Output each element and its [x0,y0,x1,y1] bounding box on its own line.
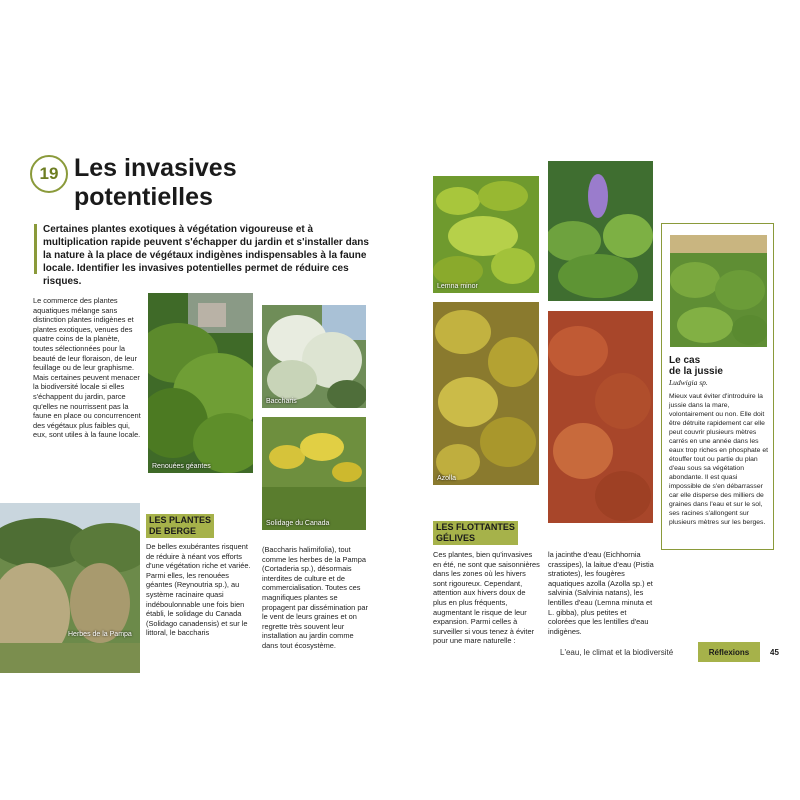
azolla-image [433,302,539,485]
jacinthe-image [548,161,653,301]
photo-herbes-pampa [0,503,140,673]
page-number: 45 [770,648,779,657]
baccharis-image [262,305,366,408]
photo-renouees [148,293,253,473]
berge-title-line-1: LES PLANTES [149,515,212,525]
chapter-number-badge [30,155,68,193]
berge-title-line-2: DE BERGE [149,526,197,536]
azolla-rouge-image [548,311,653,523]
jussie-title-line-1: Le cas [669,355,701,366]
jussie-image [670,235,767,347]
photo-lemna [433,176,539,293]
title-line-1: Les invasives [74,154,237,182]
solidage-image [262,417,366,530]
caption-azolla: Azolla [437,475,457,482]
berge-text-col2: (Baccharis halimifolia), tout comme les herbes de la Pampa (Cortaderia sp.), désormais interdites de culture et de commercialisation. Toutes ces magnifiques plantes se propagent par dissémination par le vent de leurs graines et on regrette très souvent leur installation au jardin comme dans tout écosystème. [262,545,368,650]
title-line-2: potentielles [74,183,213,211]
jussie-text: Mieux vaut éviter d'introduire la jussie dans la mare, volontairement ou non. Elle doit être détruite rapidement car elle peut couvrir plusieurs mètres carrés en une année dans les eaux trop riches en phosphate et étouffer tout ou partie du plan d'eau sous sa végétation abondante. Il est quasi impossible de s'en débarrasser car elle disperse des milliers de graines dans l'eau et sur le sol, ses racines s'allongent sur plusieurs mètres sur les berges. [669,393,768,526]
section-title-berge [146,514,214,538]
flottantes-title-line-1: LES FLOTTANTES [436,522,515,532]
section-title-flottantes [433,521,518,545]
flottantes-text-col1: Ces plantes, bien qu'invasives en été, ne sont que saisonnières dans les zones où les hivers sont rigoureux. Cependant, attention aux hivers doux de plus en plus fréquents, augmentant le risque de leur expansion. Parmi celles à surveiller si vous tenez à éviter pour une mare naturelle : [433,550,540,646]
renouees-image [148,293,253,473]
caption-lemna: Lemna minor [437,283,478,290]
intro-paragraph: Certaines plantes exotiques à végétation vigoureuse et à multiplication rapide peuvent s'échapper du jardin et s'installer dans la nature à la place de végétaux indigènes indispensables à la faune locale. Identifier les invasives potentielles permet de réduire ces risques. [43,224,369,287]
caption-renouees: Renouées géantes [152,463,211,470]
running-title: L'eau, le climat et la biodiversité [560,648,674,657]
intro-accent-bar [34,224,37,274]
jussie-title-line-2: de la jussie [669,366,723,377]
chapter-number: 19 [39,164,59,183]
section-tab [698,642,760,662]
berge-text-col1: De belles exubérantes risquent de réduire à néant vos efforts d'une végétation riche et variée. Parmi elles, les renouées géantes (Reynoutria sp.), au système racinaire quasi indéboulonnable une fois bien établi, le solidage du Canada (Solidago canadensis) et sur le littoral, le baccharis [146,542,251,638]
photo-baccharis [262,305,366,408]
photo-azolla [433,302,539,485]
left-column-paragraph: Le commerce des plantes aquatiques mélange sans distinction plantes indigènes et plantes exotiques, venues des quatre coins de la planète, toutes sélectionnées pour la beauté de leur floraison, de leur feuillage ou de leur graphisme. Mais certaines peuvent menacer la biodiversité locale si elles s'échappent du jardin, parce qu'elles ne nourrissent pas la faune en place ou concurrencent des végétaux plus faibles qui, eux, sont utiles à la faune locale. [33,296,141,440]
caption-herbes-pampa: Herbes de la Pampa [68,631,132,638]
herbes-pampa-image [0,503,140,673]
section-tab-label: Réflexions [708,647,750,657]
jussie-subtitle: Ludwigia sp. [669,378,708,387]
lemna-image [433,176,539,293]
photo-solidage [262,417,366,530]
flottantes-title-line-2: GÉLIVES [436,533,476,543]
photo-azolla-rouge [548,311,653,523]
photo-jussie [670,235,767,347]
flottantes-text-col2: la jacinthe d'eau (Eichhornia crassipes), la laitue d'eau (Pistia stratiotes), les fougères aquatiques azolla (Azolla sp.) et salvinia (Salvinia natans), les lentilles d'eau (Lemna minuta et L. gibba), plus petites et colorées que les lentilles d'eau indigènes. [548,550,654,636]
photo-jacinthe [548,161,653,301]
page-title [74,154,237,212]
caption-solidage: Solidage du Canada [266,520,330,527]
caption-baccharis: Baccharis [266,398,297,405]
jussie-title [669,355,723,377]
